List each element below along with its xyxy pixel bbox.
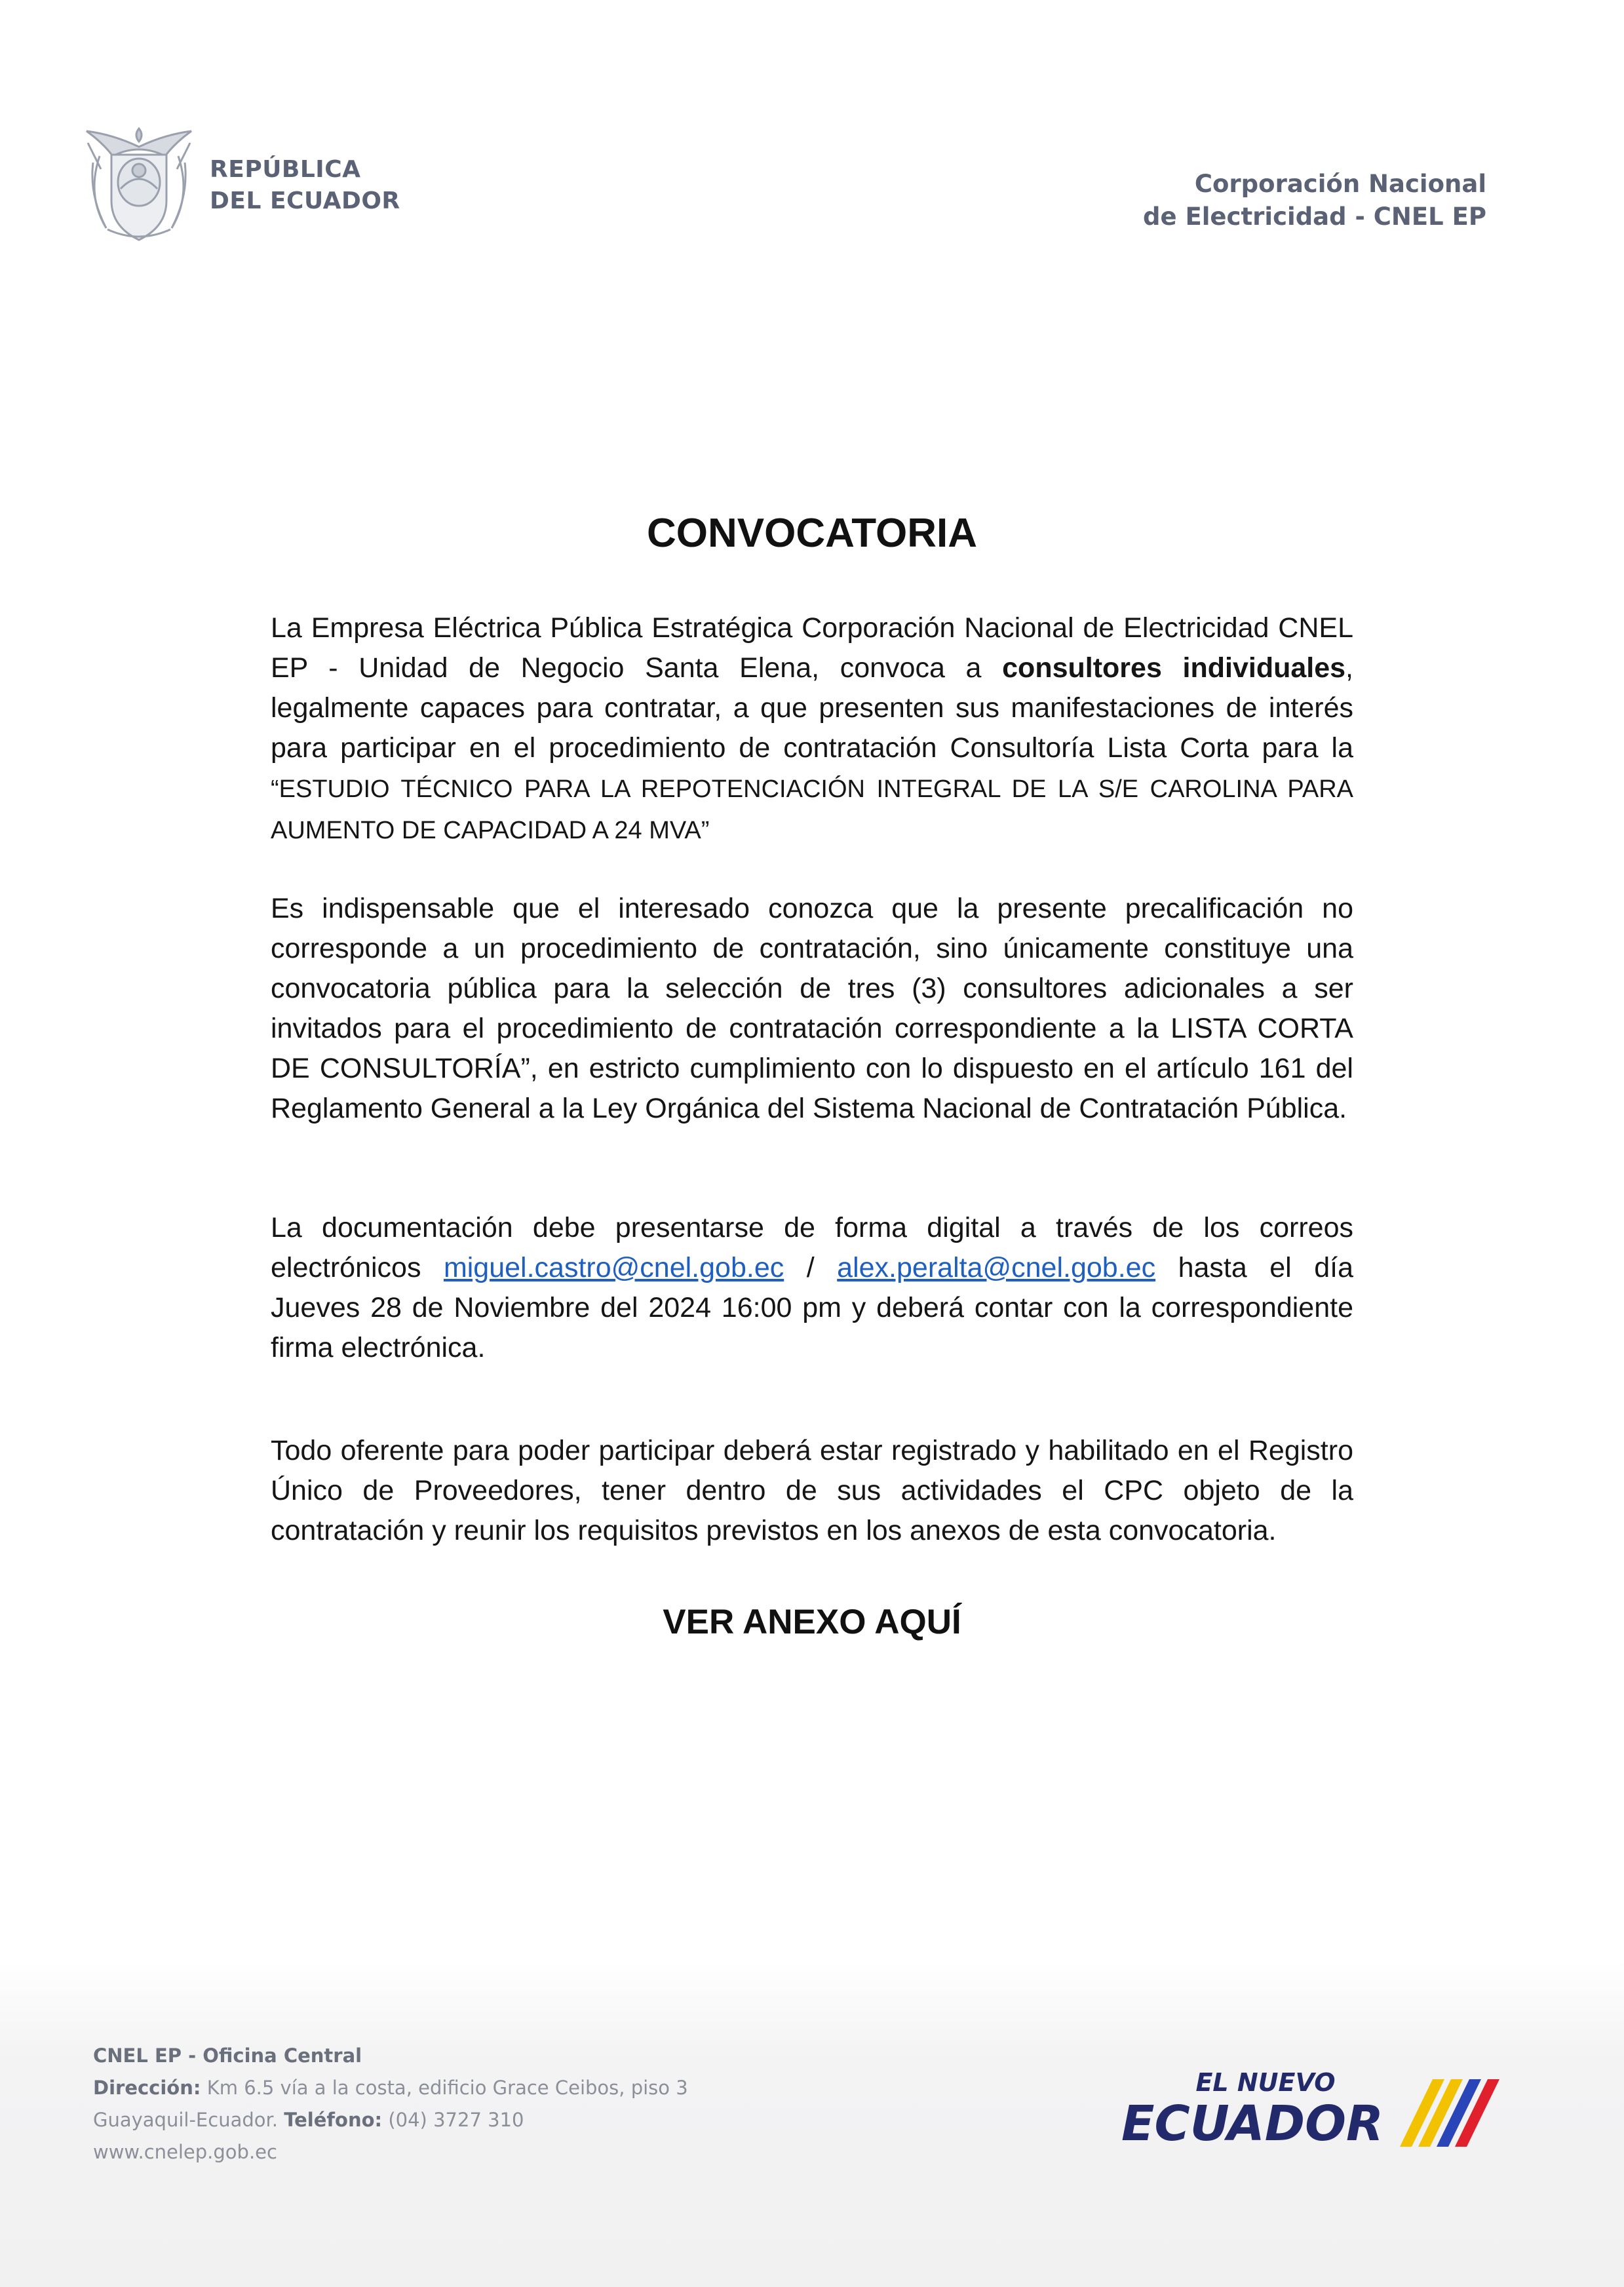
footer-address-label: Dirección: xyxy=(93,2077,201,2099)
logo-line-1: EL NUEVO xyxy=(1195,2068,1336,2097)
footer-city: Guayaquil-Ecuador. xyxy=(93,2109,284,2131)
country-name xyxy=(210,154,400,217)
paragraph-requirements xyxy=(271,1431,1353,1551)
p3-text-b: hasta el día Jueves 28 de Noviembre del 2024 16:00 pm y deberá contar con la correspondiente firma electrónica. xyxy=(271,1252,1353,1363)
footer-office: CNEL EP - Oficina Central xyxy=(93,2044,362,2067)
p1-text-b: , legalmente capaces para contratar, a que presenten sus manifestaciones de interés para participar en el procedimiento de contratación Consultoría Lista Corta para la xyxy=(271,652,1353,764)
paragraph-precalification xyxy=(271,889,1353,1129)
government-logo xyxy=(73,117,400,254)
email-link-miguel[interactable]: miguel.castro@cnel.gob.ec xyxy=(443,1252,784,1283)
p3-separator: / xyxy=(784,1252,838,1283)
p4-text: Todo oferente para poder participar deberá estar registrado y habilitado en el Registro Único de Proveedores, tener dentro de sus actividades el CPC objeto de la contratación y reunir los requisitos previstos en los anexos de esta convocatoria. xyxy=(271,1435,1353,1546)
annex-link[interactable]: VER ANEXO AQUÍ xyxy=(663,1603,961,1641)
p1-bold-text: consultores individuales xyxy=(1002,652,1346,684)
paragraph-submission xyxy=(271,1208,1353,1368)
footer-city-line xyxy=(93,2104,688,2136)
p3-text-a: La documentación debe presentarse de forma digital a través de los correos electrónicos xyxy=(271,1212,1353,1283)
document-title: CONVOCATORIA xyxy=(646,511,978,556)
footer-address-line xyxy=(93,2072,688,2104)
footer-website: www.cnelep.gob.ec xyxy=(93,2141,277,2163)
corporation-line-2: de Electricidad - CNEL EP xyxy=(1143,203,1486,231)
footer-address xyxy=(93,2040,688,2168)
email-link-alex[interactable]: alex.peralta@cnel.gob.ec xyxy=(837,1252,1156,1283)
paragraph-invitation xyxy=(271,608,1353,851)
country-line-1: REPÚBLICA xyxy=(210,156,361,183)
corporation-line-1: Corporación Nacional xyxy=(1194,170,1486,198)
footer-phone: (04) 3727 310 xyxy=(382,2109,524,2131)
coat-of-arms-icon xyxy=(73,117,204,254)
corporation-name xyxy=(1143,168,1486,233)
footer-address-text: Km 6.5 vía a la costa, edificio Grace Ceibos, piso 3 xyxy=(201,2077,688,2099)
p2-text: Es indispensable que el interesado conozca que la presente precalificación no corresponde a un procedimiento de contratación, sino únicamente constituye una convocatoria pública para la selección de tres (3) consultores adicionales a ser invitados para el procedimiento de contratación correspondiente a la LISTA CORTA DE CONSULTORÍA”, en estricto cumplimiento con lo dispuesto en el artículo 161 del Reglamento General a la Ley Orgánica del Sistema Nacional de Contratación Pública. xyxy=(271,893,1353,1124)
footer-phone-label: Teléfono: xyxy=(284,2109,383,2131)
p1-text-a: La Empresa Eléctrica Pública Estratégica Corporación Nacional de Electricidad CNEL EP - Unidad de Negocio Santa Elena, convoca a xyxy=(271,612,1353,684)
el-nuevo-ecuador-logo xyxy=(1118,2065,1511,2150)
p1-project-name: “ESTUDIO TÉCNICO PARA LA REPOTENCIACIÓN INTEGRAL DE LA S/E CAROLINA PARA AUMENTO DE CAPACIDAD A 24 MVA” xyxy=(271,775,1353,844)
country-line-2: DEL ECUADOR xyxy=(210,187,400,214)
logo-line-2: ECUADOR xyxy=(1121,2096,1383,2150)
